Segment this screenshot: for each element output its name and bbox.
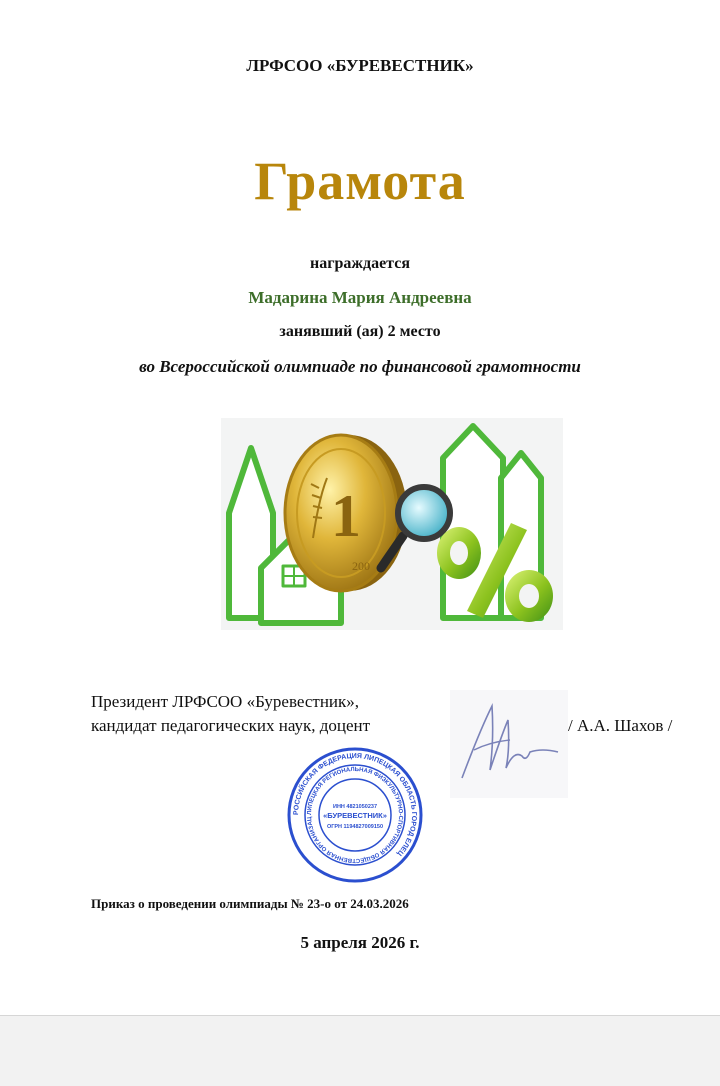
bottom-bar bbox=[0, 1015, 720, 1086]
seal-ogrn: ОГРН 1194827009150 bbox=[326, 824, 384, 830]
signatory-name: / А.А. Шахов / bbox=[568, 716, 673, 735]
certificate-title: Грамота bbox=[254, 151, 466, 211]
signatory-position-line1: Президент ЛРФСОО «Буревестник», bbox=[91, 692, 360, 711]
event-text: во Всероссийской олимпиаде по финансовой грамотности bbox=[139, 357, 581, 376]
handwritten-signature bbox=[450, 690, 568, 798]
finance-illustration bbox=[221, 418, 563, 630]
awarded-label: награждается bbox=[310, 255, 410, 272]
coin-percent-houses-image bbox=[221, 418, 563, 630]
coin-year: 200 bbox=[352, 559, 370, 573]
seal-outer-text: РОССИЙСКАЯ ФЕДЕРАЦИЯ ЛИПЕЦКАЯ ОБЛАСТЬ ГОРОД ЕЛЕЦ bbox=[292, 752, 418, 857]
seal-center-name: «БУРЕВЕСТНИК» bbox=[323, 811, 387, 820]
coin-digit: 1 bbox=[331, 483, 361, 549]
organization-header: ЛРФСОО «БУРЕВЕСТНИК» bbox=[246, 56, 474, 75]
order-reference: Приказ о проведении олимпиады № 23-о от 24.03.2026 bbox=[91, 896, 409, 911]
place-text: занявший (ая) 2 место bbox=[279, 323, 441, 340]
organization-seal bbox=[286, 746, 424, 884]
gold-coin bbox=[285, 435, 407, 591]
certificate-date: 5 апреля 2026 г. bbox=[300, 933, 420, 952]
seal-inner-text: ЛИПЕЦКАЯ РЕГИОНАЛЬНАЯ ФИЗКУЛЬТУРНО-СПОРТИВНАЯ ОБЩЕСТВЕННАЯ ОРГАНИЗАЦ bbox=[306, 766, 404, 864]
signatory-position-line2: кандидат педагогических наук, доцент bbox=[91, 716, 371, 735]
seal-inn: ИНН 4821050237 bbox=[332, 804, 378, 810]
recipient-name: Мадарина Мария Андреевна bbox=[248, 288, 472, 307]
